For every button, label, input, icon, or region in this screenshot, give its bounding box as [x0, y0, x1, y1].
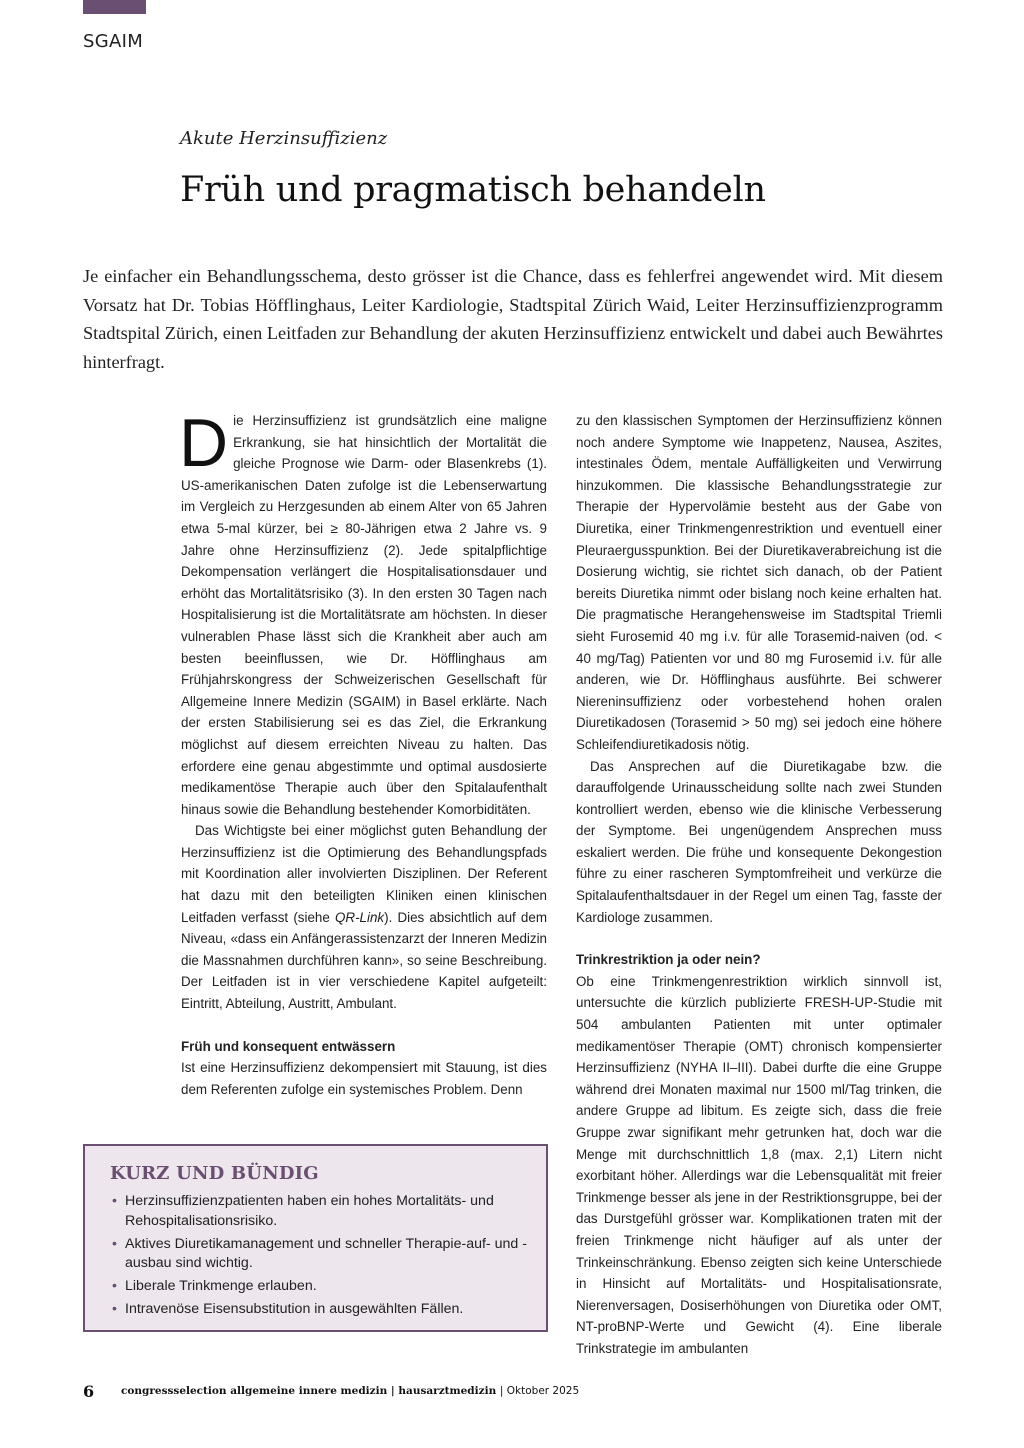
page-number: 6 [83, 1382, 95, 1401]
summary-list [110, 1192, 530, 1323]
paragraph-leitfaden [181, 820, 547, 1014]
paragraph-text: Das Wichtigste bei einer möglichst guten Behandlung der Herzinsuffizienz ist die Optimierung des Behandlungspfads mit Koordination aller involvierten Disziplinen. Der Referent hat dazu mit den beteiligten Kliniken einen klinischen Leitfaden verfasst (siehe [181, 823, 547, 925]
summary-box [83, 1144, 548, 1332]
publication-name [121, 1385, 579, 1397]
summary-item [110, 1192, 530, 1231]
subheading-trinkrestriktion: Trinkrestriktion ja oder nein? [576, 952, 761, 968]
paragraph-intro [179, 405, 547, 820]
summary-item-text: Aktives Diuretikamanagement und schneller Therapie-auf- und -ausbau sind wichtig. [125, 1235, 527, 1271]
bullet-icon: • [112, 1301, 117, 1317]
article-lead: Je einfacher ein Behandlungsschema, desto grösser ist die Chance, dass es fehlerfrei angewendet wird. Mit diesem Vorsatz hat Dr. Tobias Höfflinghaus, Leiter Kardiologie, Stadtspital Zürich Waid, Leiter Herzinsuffizienzprogramm Stadtspital Zürich, einen Leitfaden zur Behandlung der akuten Herzinsuffizienz entwickelt und dabei auch Bewährtes hinterfragt. [83, 266, 943, 372]
summary-item-text: Herzinsuffizienzpatienten haben ein hohes Mortalitäts- und Rehospitalisationsrisiko. [125, 1193, 494, 1229]
section-color-bar [83, 0, 146, 14]
paragraph-text: ). Dies absichtlich auf dem Niveau, «dass ein Anfängerassistenzarzt der Inneren Medizin die Massnahmen durchführen kann», so seine Beschreibung. Der Leitfaden ist in vier verschiedene Kapitel aufgeteilt: Eintritt, Abteilung, Austritt, Ambulant. [181, 909, 547, 1012]
summary-item [110, 1300, 530, 1320]
drop-cap: D [179, 405, 229, 481]
summary-item-text: Intravenöse Eisensubstitution in ausgewählten Fällen. [125, 1301, 464, 1317]
bullet-icon: • [112, 1278, 117, 1294]
paragraph-symptome: zu den klassischen Symptomen der Herzinsuffizienz können noch andere Symptome wie Inappetenz, Nausea, Aszites, intestinales Ödem, mentale Auffälligkeiten und Verwirrung hinzukommen. Die klassische Behandlungsstrategie zur Therapie der Hypervolämie besteht aus der Gabe von Diuretika, einer Trinkmengenrestriktion und eventuell einer Pleuraergusspunktion. Bei der Diuretikaverabreichung ist die Dosierung wichtig, sie richtet sich danach, ob der Patient bereits Diuretika nimmt oder bislang noch keine erhalten hat. Die pragmatische Herangehensweise im Stadtspital Triemli sieht Furosemid 40 mg i.v. für alle Torasemid-naiven (od. < 40 mg/Tag) Patienten vor und 80 mg Furosemid i.v. für alle anderen, wie Dr. Höfflinghaus ausführte. Bei schwerer Niereninsuffizienz oder vorbestehend hohen oralen Diuretikadosen (Torasemid > 50 mg) sei jedoch eine höhere Schleifendiuretikadosis nötig. [576, 413, 942, 752]
paragraph-fresh-up: Ob eine Trinkmengenrestriktion wirklich sinnvoll ist, untersuchte die kürzlich publizierte FRESH-UP-Studie mit 504 ambulanten Patienten mit unter optimaler medikamentöser Therapie (OMT) chronisch kompensierter Herzinsuffizienz (NYHA II–III). Dabei durfte die eine Gruppe während drei Monaten maximal nur 1500 ml/Tag trinken, die andere Gruppe ad libitum. Es zeigte sich, dass die freie Gruppe zwar signifikant mehr getrunken hat, doch war die Menge mit durchschnittlich 1,8 (max. 2,1) Litern nicht exorbitant höher. Allerdings war die Lebensqualität mit freier Trinkmenge besser als jene in der Restriktionsgruppe, bei der das Durstgefühl grösser war. Komplikationen traten mit der freien Trinkmenge nicht häufiger auf als unter der Trinkeinschränkung. Ebenso zeigten sich keine Unterschiede in Hinsicht auf Mortalitäts- und Hospitalisationsrate, Nierenversagen, Dosiserhöhungen von Diuretika oder OMT, NT-proBNP-Werte und Gewicht (4). Eine liberale Trinkstrategie im ambulanten [576, 973, 942, 1356]
summary-item [110, 1235, 530, 1274]
section-label: SGAIM [83, 31, 144, 52]
subheading-entwaessern: Früh und konsequent entwässern [181, 1038, 396, 1054]
summary-item [110, 1277, 530, 1297]
article-column-1 [179, 405, 547, 1100]
paragraph-text: ie Herzinsuffizienz ist grundsätzlich eine maligne Erkrankung, sie hat hinsichtlich der Mortalität die gleiche Prognose wie Darm- oder Blasenkrebs (1). US-amerikanischen Daten zufolge ist die Lebenserwartung im Vergleich zu Herzgesunden ab einem Alter von 65 Jahren etwa 5-mal kürzer, bei ≥ 80-Jährigen etwa 2 Jahre vs. 9 Jahre ohne Herzinsuffizienz (2). Jede spitalpflichtige Dekompensation verlängert die Hospitalisationsdauer und erhöht das Mortalitätsrisiko (3). In den ersten 30 Tagen nach Hospitalisierung ist die Mortalitätsrate am höchsten. In dieser vulnerablen Phase lässt sich die Krankheit aber auch am besten beeinflussen, wie Dr. Höfflinghaus am Frühjahrskongress der Schweizerischen Gesellschaft für Allgemeine Innere Medizin (SGAIM) in Basel erklärte. Nach der ersten Stabilisierung sei es das Ziel, die Erkrankung möglichst auf diesem erreichten Niveau zu halten. Das erfordere eine genau abgestimmte und optimal ausdosierte medikamentöse Therapie auch über den Spitalaufenthalt hinaus sowie die Behandlung bestehender Komorbiditäten. [181, 413, 547, 817]
article-column-2 [576, 410, 942, 1360]
article-kicker: Akute Herzinsuffizienz [180, 128, 388, 149]
qr-link-reference: QR-Link [334, 909, 385, 925]
summary-item-text: Liberale Trinkmenge erlauben. [125, 1278, 317, 1294]
bullet-icon: • [112, 1193, 117, 1209]
paragraph-ansprechen: Das Ansprechen auf die Diuretikagabe bzw. die darauffolgende Urinausscheidung sollte nach zwei Stunden kontrolliert werden, ebenso wie die klinische Verbesserung der Symptome. Bei ungenügendem Ansprechen muss eskaliert werden. Die frühe und konsequente Dekongestion führe zu einer rascheren Symptomfreiheit und verkürze die Spitalaufenthaltsdauer in der Regel um einen Tag, fasste der Kardiologe zusammen. [576, 758, 942, 925]
article-title: Früh und pragmatisch behandeln [180, 170, 766, 210]
summary-box-title: KURZ UND BÜNDIG [110, 1163, 319, 1184]
issue-date: | Oktober 2025 [499, 1385, 580, 1397]
publication-title: congressselection allgemeine innere medizin | hausarztmedizin [121, 1385, 497, 1397]
paragraph-stauung: Ist eine Herzinsuffizienz dekompensiert mit Stauung, ist dies dem Referenten zufolge ein systemisches Problem. Denn [181, 1060, 547, 1097]
bullet-icon: • [112, 1235, 117, 1252]
